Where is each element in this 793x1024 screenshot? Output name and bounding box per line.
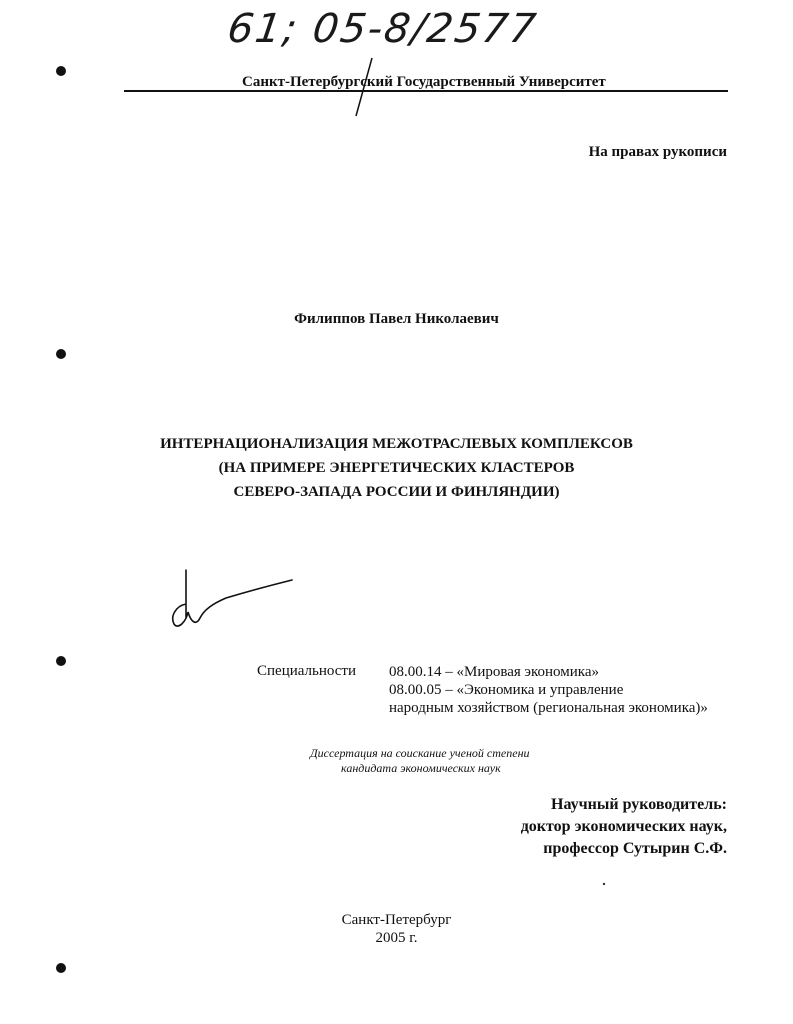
handwritten-archive-code: 61; 05-8/2577 [224, 6, 541, 52]
advisor-line: доктор экономических наук, [520, 818, 727, 835]
specialty-line: 08.00.05 – «Экономика и управление [389, 682, 624, 698]
advisor-line: профессор Сутырин С.Ф. [543, 840, 727, 857]
degree-line: Диссертация на соискание ученой степени [310, 746, 530, 760]
title-line: (НА ПРИМЕРЕ ЭНЕРГЕТИЧЕСКИХ КЛАСТЕРОВ [218, 460, 575, 476]
title-line: ИНТЕРНАЦИОНАЛИЗАЦИЯ МЕЖОТРАСЛЕВЫХ КОМПЛЕКСОВ [160, 436, 633, 452]
scan-speck [603, 883, 605, 885]
advisor-line: Научный руководитель: [551, 796, 727, 813]
specialty-line: 08.00.14 – «Мировая экономика» [389, 664, 599, 680]
specialties-label: Специальности [257, 663, 357, 679]
signature-mark [173, 570, 292, 626]
manuscript-rights-note: На правах рукописи [588, 144, 727, 160]
author-name: Филиппов Павел Николаевич [294, 311, 499, 327]
specialty-line: народным хозяйством (региональная экономика)» [389, 700, 708, 716]
year: 2005 г. [375, 930, 418, 946]
university-name: Санкт-Петербургский Государственный Университет [242, 74, 606, 90]
title-line: СЕВЕРО-ЗАПАДА РОССИИ И ФИНЛЯНДИИ) [233, 484, 560, 500]
pen-slash-mark [356, 58, 372, 116]
degree-line: кандидата экономических наук [341, 761, 501, 775]
city: Санкт-Петербург [341, 912, 452, 928]
